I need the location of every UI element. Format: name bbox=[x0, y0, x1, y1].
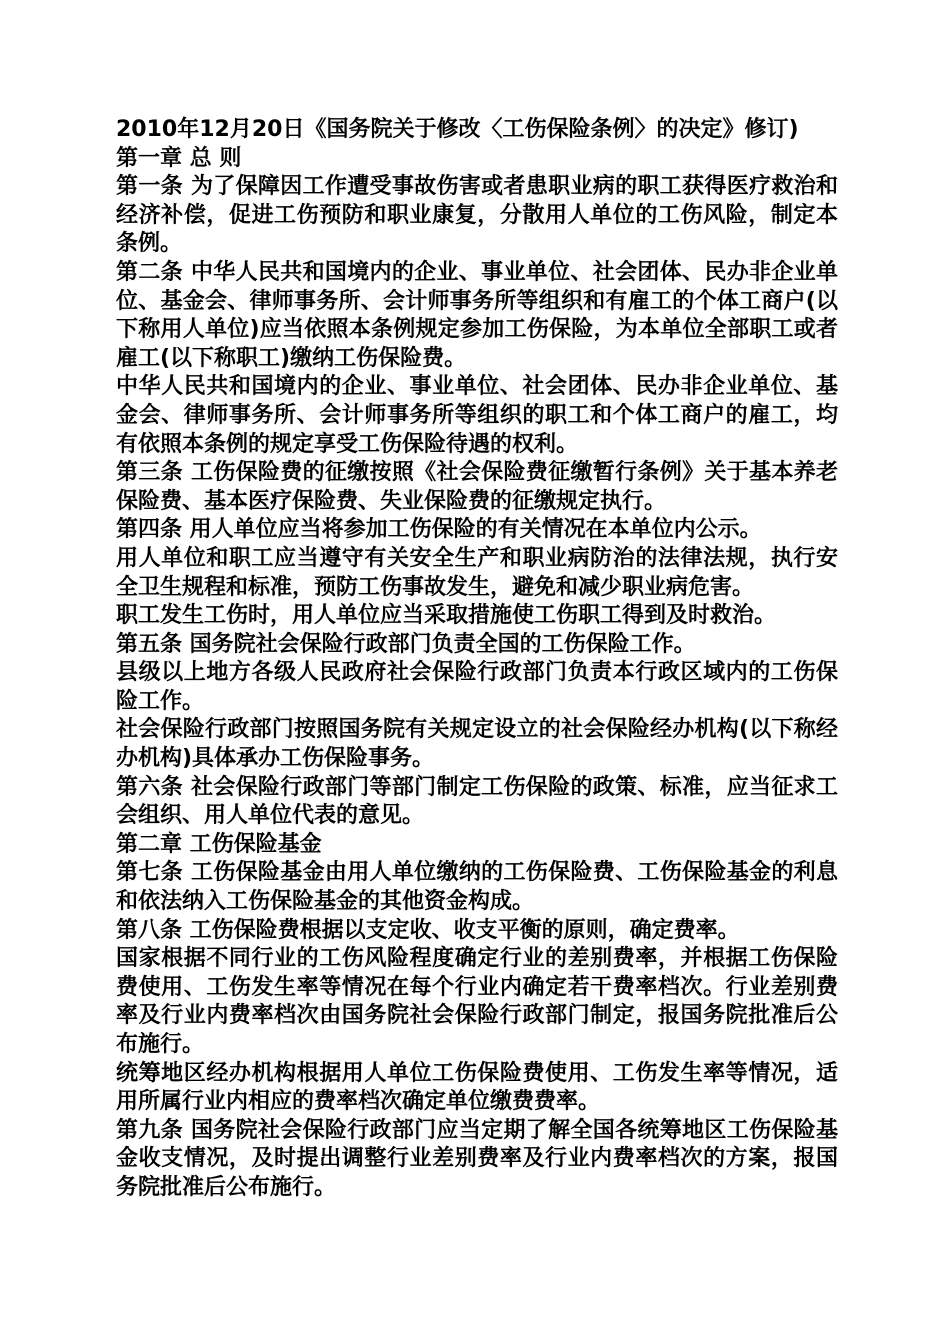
article-8: 第八条 工伤保险费根据以支定收、收支平衡的原则，确定费率。 bbox=[116, 917, 740, 943]
document-heading-date: 2010年12月20日《国务院关于修改〈工伤保险条例〉的决定》修订) bbox=[116, 117, 799, 142]
article-9: 第九条 国务院社会保险行政部门应当定期了解全国各统筹地区工伤保险基金收支情况，及时提出调整行业差别费率及行业内费率档次的方案，报国务院批准后公布施行。 bbox=[116, 1117, 838, 1200]
chapter-1-heading: 第一章 总 则 bbox=[116, 145, 242, 171]
document-page bbox=[116, 116, 838, 1203]
article-7: 第七条 工伤保险基金由用人单位缴纳的工伤保险费、工伤保险基金的利息和依法纳入工伤保险基金的其他资金构成。 bbox=[116, 860, 838, 915]
article-2: 第二条 中华人民共和国境内的企业、事业单位、社会团体、民办非企业单位、基金会、律师事务所、会计师事务所等组织和有雇工的个体工商户(以下称用人单位)应当依照本条例规定参加工伤保险，为本单位全部职工或者雇工(以下称职工)缴纳工伤保险费。 bbox=[116, 259, 838, 371]
chapter-2-heading: 第二章 工伤保险基金 bbox=[116, 831, 322, 857]
article-8-paragraph-2: 国家根据不同行业的工伤风险程度确定行业的差别费率，并根据工伤保险费使用、工伤发生率等情况在每个行业内确定若干费率档次。行业差别费率及行业内费率档次由国务院社会保险行政部门制定，报国务院批准后公布施行。 bbox=[116, 946, 838, 1057]
article-5-paragraph-2: 县级以上地方各级人民政府社会保险行政部门负责本行政区域内的工伤保险工作。 bbox=[116, 660, 838, 714]
article-5-paragraph-3: 社会保险行政部门按照国务院有关规定设立的社会保险经办机构(以下称经办机构)具体承办工伤保险事务。 bbox=[116, 717, 838, 772]
article-5: 第五条 国务院社会保险行政部门负责全国的工伤保险工作。 bbox=[116, 631, 696, 657]
article-3: 第三条 工伤保险费的征缴按照《社会保险费征缴暂行条例》关于基本养老保险费、基本医疗保险费、失业保险费的征缴规定执行。 bbox=[116, 460, 838, 514]
article-4-paragraph-2: 用人单位和职工应当遵守有关安全生产和职业病防治的法律法规，执行安全卫生规程和标准，预防工伤事故发生，避免和减少职业病危害。 bbox=[116, 545, 838, 600]
article-6: 第六条 社会保险行政部门等部门制定工伤保险的政策、标准，应当征求工会组织、用人单位代表的意见。 bbox=[116, 774, 838, 829]
article-1: 第一条 为了保障因工作遭受事故伤害或者患职业病的职工获得医疗救治和经济补偿，促进工伤预防和职业康复，分散用人单位的工伤风险，制定本条例。 bbox=[116, 174, 838, 257]
article-2-paragraph-2: 中华人民共和国境内的企业、事业单位、社会团体、民办非企业单位、基金会、律师事务所、会计师事务所等组织的职工和个体工商户的雇工，均有依照本条例的规定享受工伤保险待遇的权利。 bbox=[116, 374, 838, 457]
article-4-paragraph-3: 职工发生工伤时，用人单位应当采取措施使工伤职工得到及时救治。 bbox=[116, 603, 777, 629]
article-8-paragraph-3: 统筹地区经办机构根据用人单位工伤保险费使用、工伤发生率等情况，适用所属行业内相应的费率档次确定单位缴费费率。 bbox=[116, 1060, 838, 1115]
article-4: 第四条 用人单位应当将参加工伤保险的有关情况在本单位内公示。 bbox=[116, 517, 762, 543]
